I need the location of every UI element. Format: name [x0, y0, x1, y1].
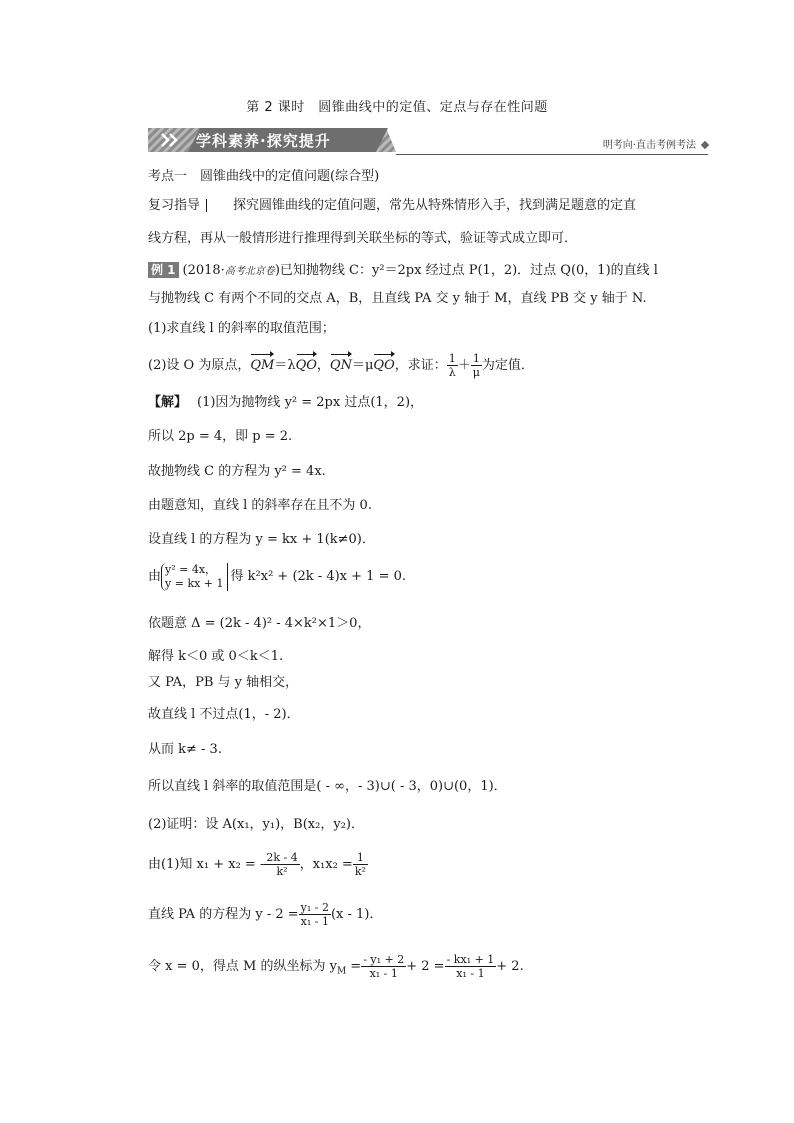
fuxi-text1: 探究圆锥曲线的定值问题，常先从特殊情形入手，找到满足题意的定直	[233, 198, 637, 213]
example-text1: 已知抛物线 C：y²＝2px 经过点 P(1，2)．过点 Q(0，1)的直线 l	[279, 263, 658, 278]
q2-plus: ＋	[457, 358, 471, 373]
frac-num: - y₁ + 2	[363, 953, 405, 966]
vector-qo-1: QO	[295, 358, 317, 373]
q2-eq1: ＝λ	[274, 358, 296, 373]
fraction-product	[353, 851, 368, 878]
frac-den: k²	[276, 865, 288, 878]
solution-line6	[148, 562, 406, 592]
frac-den: x₁ - 1	[300, 915, 329, 928]
s14-mid: ，x₁x₂ =	[299, 857, 353, 872]
solution-line14	[148, 848, 368, 882]
system-eq1: y² = 4x，	[165, 562, 217, 576]
vector-qn: QN	[329, 358, 352, 373]
fuxi-line1	[148, 197, 636, 215]
banner-right-text: 明考向·直击考例考法	[602, 140, 696, 151]
banner-divider	[396, 154, 708, 155]
solution-line7: 依题意 Δ = (2k - 4)² - 4×k²×1＞0，	[148, 616, 371, 631]
fuxi-divider	[206, 199, 207, 212]
vector-qm: QM	[250, 358, 275, 373]
s16-sub: M	[336, 966, 347, 977]
question-1: (1)求直线 l 的斜率的取值范围；	[148, 321, 335, 336]
q2-eq2: ＝μ	[351, 358, 374, 373]
q2-suffix: 为定值．	[481, 358, 534, 373]
fraction-sum	[264, 851, 299, 878]
system-bar	[227, 563, 228, 591]
vector-qo-2: QO	[373, 358, 395, 373]
solution-text1: (1)因为抛物线 y² = 2px 过点(1，2)，	[197, 395, 424, 410]
fraction-1-mu	[471, 352, 482, 379]
frac-den: k²	[354, 865, 366, 878]
s6-suffix: 得 k²x² + (2k - 4)x + 1 = 0.	[230, 569, 406, 584]
source-prefix: (2018·	[182, 263, 225, 278]
source-tag: 高考北京卷	[224, 266, 275, 277]
fraction-slope	[299, 901, 331, 928]
s16-mid: + 2 =	[406, 959, 445, 974]
frac-den: λ	[448, 366, 456, 379]
frac-num: y₁ - 2	[300, 901, 329, 914]
s16-prefix: 令 x = 0，得点 M 的纵坐标为 y	[148, 959, 337, 974]
solution-line5: 设直线 l 的方程为 y = kx + 1(k≠0)．	[148, 532, 375, 547]
equation-system	[161, 563, 227, 591]
solution-line4: 由题意知，直线 l 的斜率存在且不为 0.	[148, 498, 372, 513]
frac-num: 2k - 4	[266, 851, 298, 864]
frac-den: x₁ - 1	[456, 967, 485, 980]
banner-title: 学科素养·探究提升	[196, 132, 331, 150]
solution-line2: 所以 2p = 4，即 p = 2.	[148, 429, 293, 444]
diamond-icon	[701, 141, 709, 149]
example-badge: 例 1	[148, 262, 179, 278]
example-line2: 与抛物线 C 有两个不同的交点 A，B，且直线 PA 交 y 轴于 M，直线 PB 交 y 轴于 N.	[148, 291, 647, 306]
s15-suffix: (x - 1)．	[330, 907, 383, 922]
section-banner	[148, 124, 708, 156]
q2-prefix: (2)设 O 为原点，	[148, 358, 251, 373]
q2-sep: ，	[316, 358, 330, 373]
fraction-1-lambda	[447, 352, 458, 379]
s16-eq: =	[346, 959, 362, 974]
solution-line12: 所以直线 l 斜率的取值范围是( - ∞，- 3)∪( - 3，0)∪(0，1)．	[148, 779, 507, 794]
frac-num: - kx₁ + 1	[446, 953, 495, 966]
solution-line15	[148, 898, 382, 932]
solution-line9: 又 PA，PB 与 y 轴相交，	[148, 675, 299, 690]
question-2	[148, 352, 534, 379]
lesson-title: 第 2 课时 圆锥曲线中的定值、定点与存在性问题	[246, 100, 548, 115]
q2-mid: ，求证：	[394, 358, 447, 373]
s16-suffix: + 2.	[496, 959, 524, 974]
fraction-ym-2	[445, 953, 497, 980]
solution-line11: 从而 k≠ - 3.	[148, 742, 222, 757]
fuxi-line2: 线方程，再从一般情形进行推理得到关联坐标的等式，验证等式成立即可．	[148, 231, 578, 246]
solution-label: 【解】	[148, 395, 188, 410]
fuxi-label: 复习指导	[148, 198, 201, 213]
solution-line16	[148, 950, 524, 989]
banner-right	[603, 136, 708, 151]
solution-line3: 故抛物线 C 的方程为 y² = 4x.	[148, 464, 326, 479]
frac-num: 1	[353, 851, 368, 865]
frac-den: μ	[472, 366, 480, 379]
s6-prefix: 由	[148, 569, 162, 584]
frac-num: 1	[471, 352, 482, 366]
solution-line10: 故直线 l 不过点(1，- 2)．	[148, 707, 300, 722]
fraction-ym-1	[361, 953, 406, 980]
frac-num: 1	[448, 352, 456, 365]
frac-den: x₁ - 1	[369, 967, 398, 980]
example-line1	[148, 262, 658, 281]
system-eq2: y = kx + 1	[165, 576, 224, 590]
source-suffix: )	[274, 263, 280, 278]
s15-prefix: 直线 PA 的方程为 y - 2 =	[148, 907, 299, 922]
chevron-icon	[160, 132, 184, 148]
solution-line1	[148, 394, 423, 412]
solution-line8: 解得 k＜0 或 0＜k＜1.	[148, 649, 284, 664]
s14-prefix: 由(1)知 x₁ + x₂ = -	[148, 857, 265, 872]
solution-line13: (2)证明：设 A(x₁，y₁)，B(x₂，y₂)．	[148, 817, 364, 832]
kaodian-heading: 考点一 圆锥曲线中的定值问题(综合型)	[148, 169, 380, 184]
